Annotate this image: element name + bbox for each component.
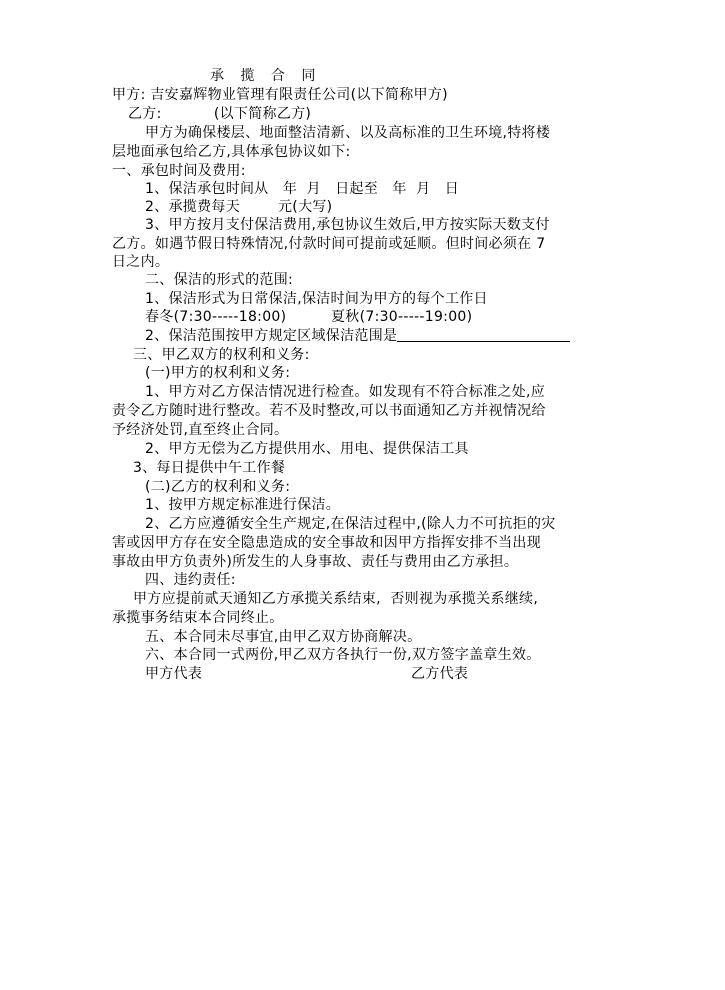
section-2-winter-hours: 春冬(7:30-----18:00) (145, 309, 287, 325)
section-1-item-3-line-3: 日之内。 (112, 254, 170, 270)
section-1-item-3-line-1: 3、甲方按月支付保洁费用,承包协议生效后,甲方按实际天数支付 (145, 217, 550, 233)
section-1-item-3-line-2: 乙方。如遇节假日特殊情况,付款时间可提前或延顺。但时间必须在 7 (112, 236, 546, 252)
section-3a-heading: (一)甲方的权利和义务: (145, 365, 291, 381)
fill-in-blank (397, 327, 570, 342)
party-a-line: 甲方: 吉安嘉辉物业管理有限责任公司(以下简称甲方) (112, 87, 448, 103)
section-2-item-2-text: 2、保洁范围按甲方规定区域保洁范围是 (145, 328, 398, 344)
section-3-heading: 三、甲乙双方的权利和义务: (133, 347, 310, 363)
section-4-line-1: 甲方应提前贰天通知乙方承揽关系结束, 否则视为承揽关系继续, (133, 591, 539, 607)
section-2-item-1: 1、保洁形式为日常保洁,保洁时间为甲方的每个工作日 (145, 291, 488, 307)
section-4-line-2: 承揽事务结束本合同终止。 (112, 610, 284, 626)
section-4-heading: 四、违约责任: (145, 572, 236, 588)
party-b-line: 乙方: (以下简称乙方) (128, 106, 312, 122)
intro-line-1: 甲方为确保楼层、地面整洁清新、以及高标准的卫生环境,特将楼 (145, 125, 551, 141)
section-3a-item-1-line-2: 责令乙方随时进行整改。若不及时整改,可以书面通知乙方并视情况给 (112, 403, 546, 419)
intro-line-2: 层地面承包给乙方,具体承包协议如下: (112, 144, 351, 160)
section-1-heading: 一、承包时间及费用: (112, 163, 246, 179)
section-2-item-2 (145, 327, 570, 345)
section-3b-heading: (二)乙方的权利和义务: (145, 479, 291, 495)
section-3b-item-2-line-3: 事故由甲方负责外)所发生的人身事故、责任与费用由乙方承担。 (112, 554, 519, 570)
section-3a-item-1-line-1: 1、甲方对乙方保洁情况进行检查。如发现有不符合标准之处,应 (145, 384, 546, 400)
section-6: 六、本合同一式两份,甲乙双方各执行一份,双方签字盖章生效。 (145, 647, 541, 663)
section-3b-item-1: 1、按甲方规定标准进行保洁。 (145, 497, 341, 513)
section-3b-item-2-line-1: 2、乙方应遵循安全生产规定,在保洁过程中,(除人力不可抗拒的灾 (145, 516, 556, 532)
signature-party-a: 甲方代表 (145, 666, 203, 682)
section-3a-item-1-line-3: 予经济处罚,直至终止合同。 (112, 422, 289, 438)
section-3b-item-2-line-2: 害或因甲方存在安全隐患造成的安全事故和因甲方指挥安排不当出现 (112, 535, 541, 551)
section-1-item-1: 1、保洁承包时间从 年 月 日起至 年 月 日 (145, 181, 460, 197)
section-3a-item-3: 3、每日提供中午工作餐 (133, 460, 286, 476)
section-1-item-2: 2、承揽费每天 元(大写) (145, 199, 333, 215)
document-title: 承 揽 合 同 (210, 68, 322, 84)
section-3a-item-2: 2、甲方无偿为乙方提供用水、用电、提供保洁工具 (145, 441, 469, 457)
signature-party-b: 乙方代表 (411, 666, 469, 682)
section-2-heading: 二、保洁的形式的范围: (145, 272, 294, 288)
section-5: 五、本合同未尽事宜,由甲乙双方协商解决。 (145, 629, 422, 645)
section-2-summer-hours: 夏秋(7:30-----19:00) (331, 309, 473, 325)
